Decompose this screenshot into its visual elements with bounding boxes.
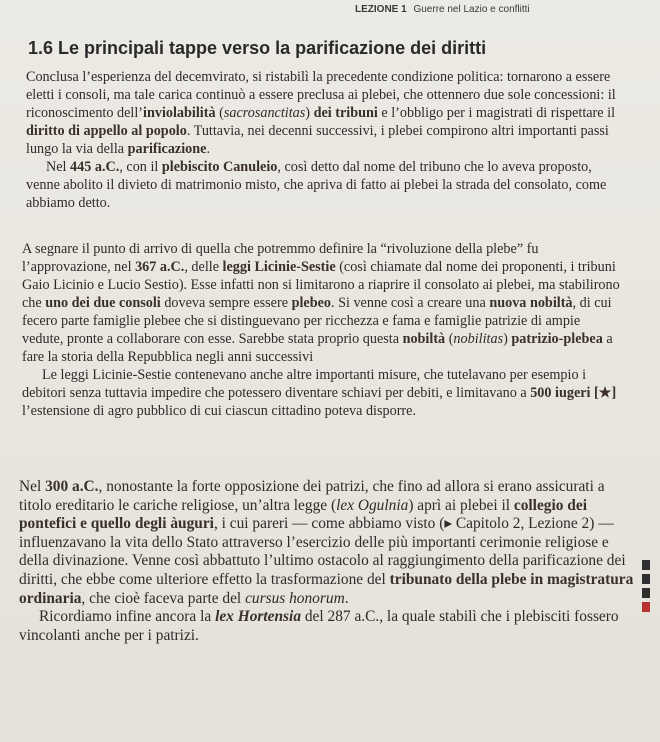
keyword: nuova nobiltà (489, 295, 573, 311)
text-run: ) (503, 331, 512, 347)
paragraph-lex-ogulnia (19, 478, 636, 645)
text-run: l’estensione di agro pubblico di cui ciascun cittadino poteva disporre. (22, 403, 416, 419)
text-run: doveva sempre essere (160, 295, 292, 311)
text-run: , con il (119, 159, 162, 175)
paragraph-decemvirato (26, 68, 620, 212)
text-run: Le leggi Licinie-Sestie contenevano anche altre importanti misure, che tutelavano per esempio i debitori senza tuttavia impedire che potessero diventare schiavi per debiti, e limitavano a (22, 367, 587, 401)
keyword: uno dei due consoli (45, 295, 161, 311)
keyword: 445 a.C. (70, 159, 120, 175)
text-run: Ricordiamo infine ancora la (39, 608, 216, 626)
margin-tab-marks (642, 560, 656, 616)
text-run: ) aprì ai plebei il (408, 496, 514, 514)
margin-tab (642, 560, 650, 570)
paragraph-lex-hortensia (19, 608, 636, 645)
keyword: tribunato della plebe in magistratura ordinaria (19, 570, 634, 607)
section-title: 1.6 Le principali tappe verso la parificazione dei diritti (28, 38, 487, 58)
text-run: (così chiamate dal nome dei proponenti, i tribuni Gaio Licinio e Lucio Sestio). Esse infatti non si limitarono a riaprire il consolato ai plebei, ma stabilirono che (22, 259, 620, 311)
running-header (355, 4, 660, 15)
paragraph-canuleio (26, 158, 620, 212)
text-run: , nonostante la forte opposizione dei patrizi, che fino ad allora si erano assicurati a titolo ereditario le cariche religiose, un’altra legge ( (19, 478, 605, 514)
keyword: 500 iugeri [★] (530, 385, 617, 401)
keyword: nobiltà (402, 331, 446, 347)
text-run: , delle (184, 259, 223, 275)
text-run: A segnare il punto di arrivo di quella che potremmo definire la “rivoluzione della plebe” fu l’approvazione, nel (22, 241, 539, 275)
text-run: . Tuttavia, nei decenni successivi, i plebei compirono altri importanti passi lungo la via della (26, 123, 609, 157)
text-run: , i cui pareri — come abbiamo visto (▸ Capitolo 2, Lezione 2) — influenzavano la vita dello Stato attraverso l’esercizio delle più importanti cerimonie religiose e della divinazione. Venne così abbattuto l’ultimo ostacolo al raggiungimento della parificazione dei diritti, che ebbe come ulteriore effetto la trasformazione del (19, 515, 626, 588)
text-run: , che cioè faceva parte del (81, 589, 246, 607)
text-run: ( (215, 105, 224, 121)
paragraph-text (19, 478, 636, 608)
keyword: 300 a.C. (45, 478, 99, 495)
text-run: Nel (46, 159, 71, 175)
latin-term: lex Hortensia (215, 608, 302, 626)
margin-tab (642, 574, 650, 584)
keyword: leggi Licinie-Sestie (222, 259, 336, 275)
text-run: del 287 a.C., la quale stabilì che i plebisciti fossero vincolanti anche per i patrizi. (19, 608, 619, 644)
margin-tab (642, 588, 650, 598)
keyword: dei tribuni (313, 105, 378, 121)
text-run: . (206, 141, 211, 157)
lesson-title: Guerre nel Lazio e conflitti (413, 4, 530, 15)
keyword: parificazione (127, 141, 207, 157)
text-run: ) (305, 105, 314, 121)
keyword: diritto di appello al popolo (26, 123, 187, 139)
text-run: e l’obbligo per i magistrati di rispettare il (377, 105, 616, 121)
keyword: inviolabilità (143, 105, 216, 121)
paragraph-text (22, 240, 620, 366)
keyword: collegio dei pontefici e quello degli àuguri (19, 496, 587, 533)
paragraph-text (26, 68, 620, 158)
latin-term: cursus honorum (245, 589, 345, 607)
keyword: patrizio-plebea (511, 331, 603, 347)
text-run: Conclusa l’esperienza del decemvirato, si ristabilì la precedente condizione politica: tornarono a essere eletti i consoli, ma tale carica continuò a essere preclusa ai plebei, che ottennero due sole concessioni: il riconoscimento dell’ (26, 69, 616, 121)
latin-term: sacrosanctitas (223, 105, 306, 121)
lesson-label: LEZIONE 1 (355, 4, 407, 15)
text-run: Nel (19, 478, 46, 495)
text-run: a fare la storia della Repubblica negli anni successivi (22, 331, 613, 365)
latin-term: nobilitas (453, 331, 504, 347)
paragraph-licinie-sestie (22, 240, 620, 420)
paragraph-leggi-misure (22, 366, 620, 420)
text-run: . (344, 589, 349, 607)
text-run: ( (445, 331, 454, 347)
keyword: 367 a.C. (135, 259, 185, 275)
keyword: plebeo (291, 295, 331, 311)
text-run: . Si venne così a creare una (330, 295, 490, 311)
latin-term: lex Ogulnia (336, 496, 409, 514)
text-run: , di cui fecero parte famiglie plebee che si distinguevano per ricchezza e fama e famiglie patrizie di ampie vedute, pronte a collaborare con esse. Sarebbe stata proprio questa (22, 295, 612, 347)
margin-tab (642, 602, 650, 612)
keyword: plebiscito Canuleio (161, 159, 278, 175)
text-run: , così detto dal nome del tribuno che lo aveva proposto, venne abolito il divieto di matrimonio misto, che apriva di fatto ai plebei la strada del consolato, come abbiamo detto. (26, 159, 607, 211)
